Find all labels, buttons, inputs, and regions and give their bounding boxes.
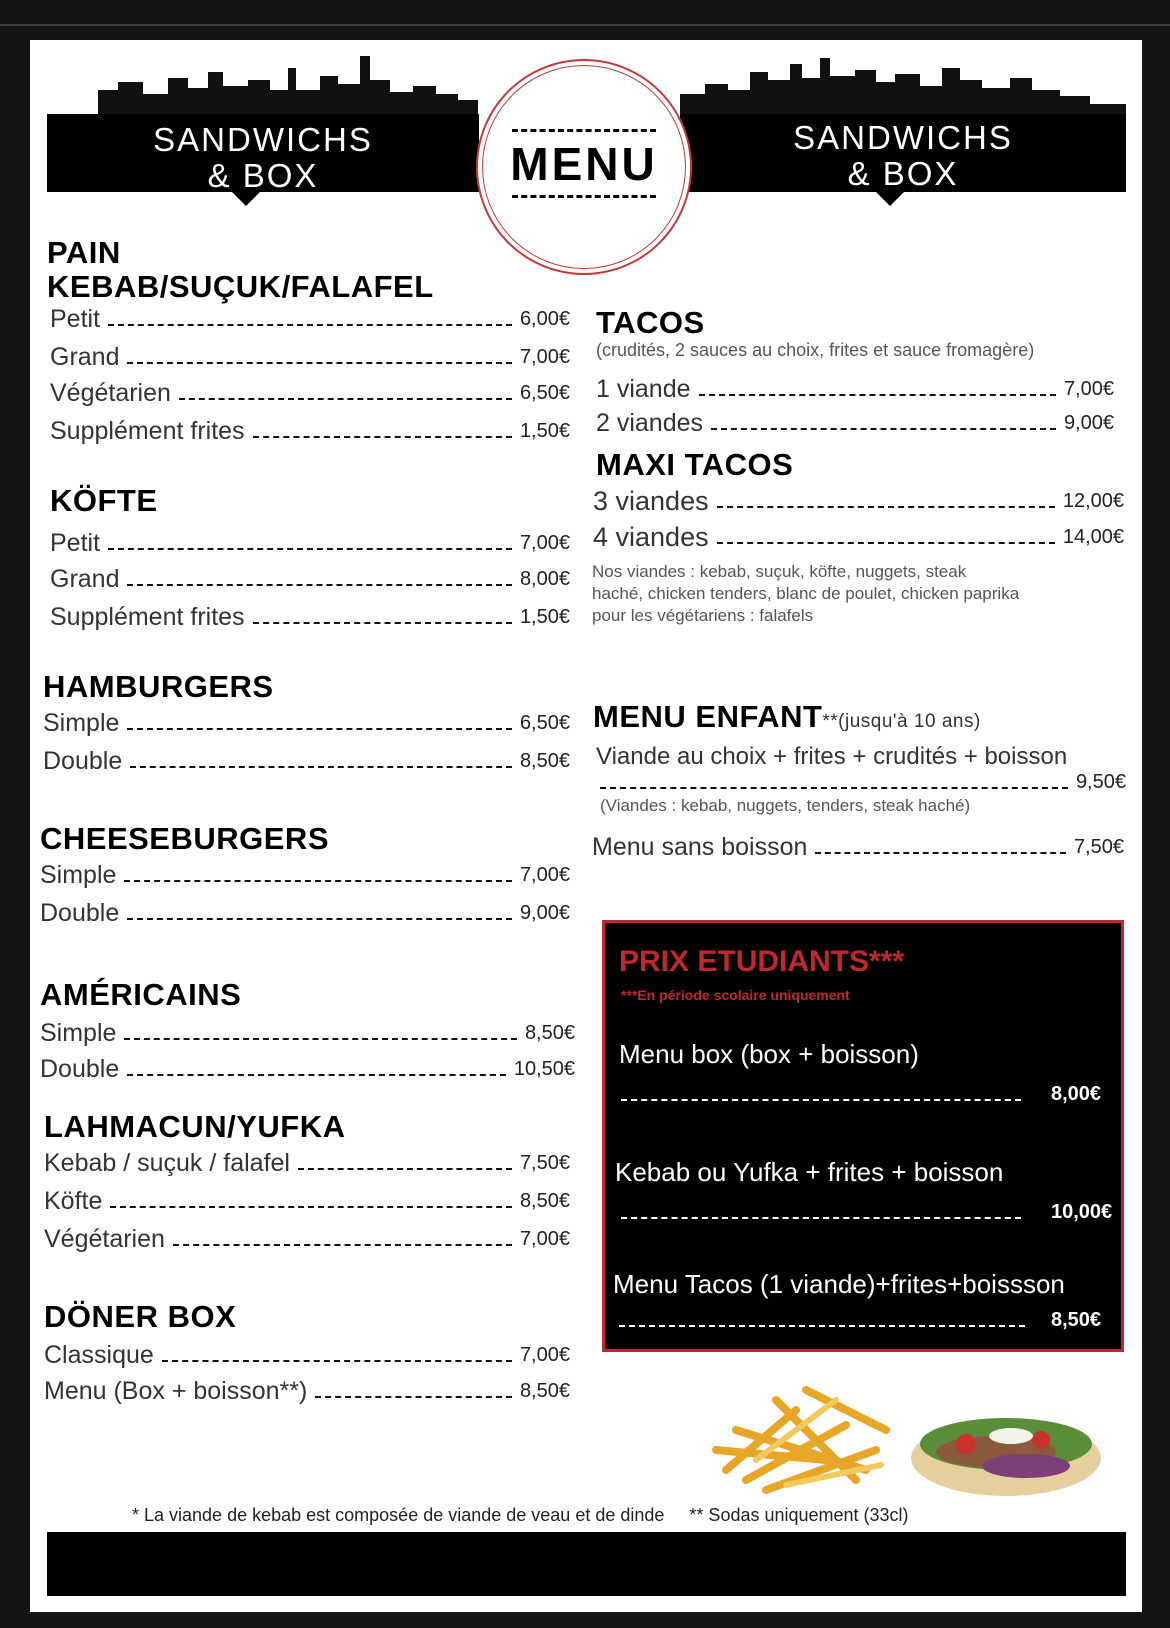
menu-enfant-age-note: **(jusqu'à 10 ans): [822, 711, 981, 732]
menu-item: Simple 7,00€: [40, 860, 570, 889]
section-title-hamburgers: HAMBURGERS: [43, 669, 274, 704]
menu-item: Grand 7,00€: [50, 342, 570, 371]
band-right-line2: & BOX: [847, 155, 959, 192]
band-right-line1: SANDWICHS: [793, 119, 1013, 156]
section-title-menu-enfant: MENU ENFANT**(jusqu'à 10 ans): [593, 699, 981, 734]
section-title-maxi-tacos: MAXI TACOS: [596, 447, 794, 482]
section-title-pain: PAIN: [47, 235, 121, 270]
meat-note-line1: Nos viandes : kebab, suçuk, köfte, nuggets, steak: [592, 562, 967, 581]
menu-item: Grand 8,00€: [50, 564, 570, 593]
menu-item: Petit 6,00€: [50, 304, 570, 333]
menu-item: Simple 6,50€: [43, 708, 570, 737]
section-title-americains: AMÉRICAINS: [40, 977, 242, 1012]
section-title-lahmacun: LAHMACUN/YUFKA: [44, 1109, 346, 1144]
menu-item: Supplément frites 1,50€: [50, 602, 570, 631]
fries-and-kebab-image: [706, 1370, 1106, 1500]
footer-bar: [47, 1532, 1126, 1596]
menu-item: 4 viandes 14,00€: [593, 521, 1124, 552]
student-title: PRIX ETUDIANTS***: [619, 945, 905, 978]
menu-item: Petit 7,00€: [50, 528, 570, 557]
meat-note-line2: haché, chicken tenders, blanc de poulet, chicken paprika: [592, 584, 1020, 603]
band-right-notch: [876, 192, 904, 206]
badge-dash-bottom: [512, 195, 656, 198]
meat-note-line3: pour les végétariens : falafels: [592, 606, 814, 625]
menu-item: 2 viandes 9,00€: [596, 408, 1114, 437]
menu-item: 1 viande 7,00€: [596, 374, 1114, 403]
menu-item: Végétarien 7,00€: [44, 1224, 570, 1253]
menu-title-badge: [476, 59, 692, 275]
student-prices-box: [602, 920, 1124, 1352]
menu-item: 3 viandes 12,00€: [593, 485, 1124, 516]
menu-item: Menu (Box + boisson**) 8,50€: [44, 1376, 570, 1405]
menu-item: Double 8,50€: [43, 746, 570, 775]
skyline-right-graphic: [680, 50, 1126, 120]
student-item-label: Menu Tacos (1 viande)+frites+boissson: [613, 1269, 1065, 1299]
student-item-dashes: [621, 1217, 1021, 1219]
student-item-price: 8,50€: [1051, 1309, 1102, 1331]
footer-notes: * La viande de kebab est composée de viande de veau et de dinde ** Sodas uniquement (33cl): [132, 1505, 909, 1525]
tacos-subtitle: (crudités, 2 sauces au choix, frites et sauce fromagère): [596, 340, 1035, 360]
section-title-tacos: TACOS: [596, 305, 705, 340]
menu-item: Végétarien 6,50€: [50, 378, 570, 407]
menu-item: Kebab / suçuk / falafel 7,50€: [44, 1148, 570, 1177]
band-left-line2: & BOX: [207, 157, 319, 194]
band-left-line1: SANDWICHS: [153, 121, 373, 158]
header-band-right: [680, 114, 1126, 192]
menu-item: Menu sans boisson 7,50€: [592, 832, 1124, 861]
menu-item: Double 9,00€: [40, 898, 570, 927]
section-title-kofte: KÖFTE: [50, 483, 158, 518]
skyline-left-graphic: [98, 50, 478, 120]
menu-item: 9,50€: [600, 770, 1126, 794]
menu-item: Supplément frites 1,50€: [50, 416, 570, 445]
menu-item: Köfte 8,50€: [44, 1186, 570, 1215]
section-title-cheeseburgers: CHEESEBURGERS: [40, 821, 329, 856]
student-item-price: 10,00€: [1051, 1201, 1113, 1223]
menu-item: Classique 7,00€: [44, 1340, 570, 1369]
section-title-doner-box: DÖNER BOX: [44, 1299, 237, 1334]
menu-enfant-note: (Viandes : kebab, nuggets, tenders, steak haché): [600, 796, 971, 815]
menu-title: MENU: [510, 138, 658, 190]
menu-item: Simple 8,50€: [40, 1018, 575, 1047]
header-band-left: [47, 114, 479, 192]
section-title-pain-kebab: KEBAB/SUÇUK/FALAFEL: [47, 269, 434, 304]
student-item-label: Kebab ou Yufka + frites + boisson: [615, 1157, 1004, 1187]
student-item-label: Menu box (box + boisson): [619, 1039, 919, 1069]
badge-dash-top: [512, 129, 656, 132]
band-left-notch: [232, 192, 260, 206]
student-item-dashes: [621, 1099, 1021, 1101]
window-top-line: [0, 24, 1170, 26]
student-item-price: 8,00€: [1051, 1083, 1102, 1105]
menu-enfant-line: Viande au choix + frites + crudités + boisson: [596, 743, 1068, 770]
menu-item: Double 10,50€: [40, 1054, 575, 1083]
student-item-dashes: [619, 1325, 1025, 1327]
student-subtitle: ***En période scolaire uniquement: [621, 987, 850, 1003]
